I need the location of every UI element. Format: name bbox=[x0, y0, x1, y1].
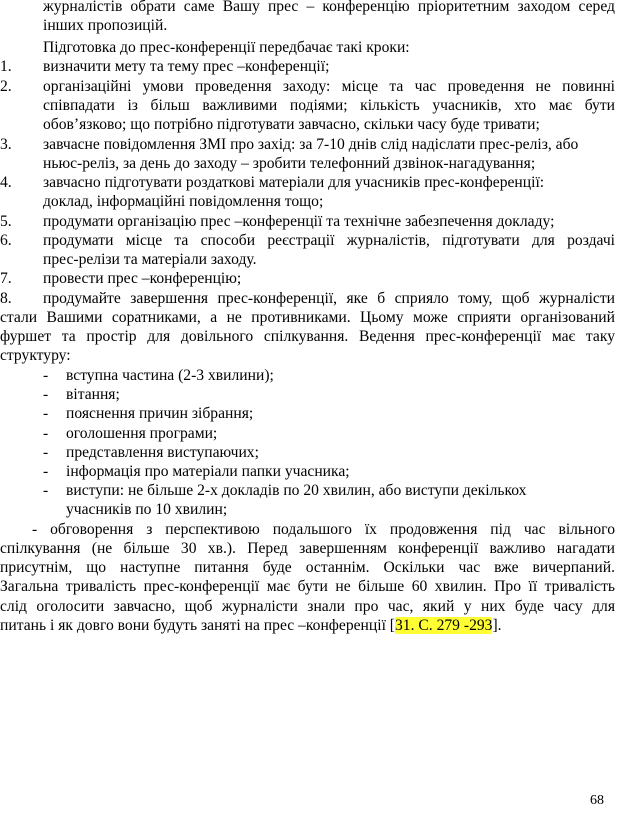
list-number: 8. bbox=[0, 290, 12, 307]
dash-marker: - bbox=[43, 425, 49, 442]
structure-item: виступи: не більше 2-х докладів по 20 хвилин, або виступи декількох bbox=[66, 482, 527, 499]
structure-item: інформація про матеріали папки учасника; bbox=[66, 463, 350, 480]
text-line-last bbox=[0, 616, 620, 635]
list-item: прес-релізи та матеріали заходу. bbox=[43, 251, 257, 268]
text-segment: ]. bbox=[492, 617, 502, 634]
text-line: присутнім, що наступне питання буде останнім. Оскільки час вже вичерпаний. bbox=[0, 559, 615, 576]
dash-marker: - bbox=[43, 482, 49, 499]
text-line: - обговорення з перспективою подальшого їх продовження під час вільного bbox=[32, 521, 615, 538]
list-item: завчасне повідомлення ЗМІ про захід: за 7-10 днів слід надіслати прес-реліз, або bbox=[43, 136, 579, 153]
list-number: 3. bbox=[0, 136, 12, 153]
list-number: 5. bbox=[0, 213, 12, 230]
dash-marker: - bbox=[43, 405, 49, 422]
list-item: ньюс-реліз, за день до заходу – зробити телефонний дзвінок-нагадування; bbox=[43, 155, 536, 172]
list-item: співпадати із більш важливими подіями; кількість учасників, хто має бути bbox=[43, 97, 615, 114]
list-number: 7. bbox=[0, 270, 12, 287]
list-item: організаційні умови проведення заходу: місце та час проведення не повинні bbox=[43, 78, 615, 95]
text-line: стали Вашими соратниками, а не противниками. Цьому може сприяти організований bbox=[0, 309, 615, 326]
text-line: структуру: bbox=[0, 347, 71, 364]
structure-item: вступна частина (2-3 хвилини); bbox=[66, 367, 274, 384]
text-line: спілкування (не більше 30 хв.). Перед завершенням конференції важливо нагадати bbox=[0, 540, 615, 557]
dash-marker: - bbox=[43, 386, 49, 403]
list-item: провести прес –конференцію; bbox=[43, 270, 242, 287]
list-item: завчасно підготувати роздаткові матеріали для учасників прес-конференції: bbox=[43, 174, 545, 191]
structure-item: учасників по 10 хвилин; bbox=[66, 501, 228, 518]
text-line: Підготовка до прес-конференції передбачає такі кроки: bbox=[43, 39, 410, 56]
list-item: визначити мету та тему прес –конференції; bbox=[43, 58, 330, 75]
structure-item: оголошення програми; bbox=[66, 425, 218, 442]
text-line: слід оголосити завчасно, щоб журналісти знали про час, який у них буде часу для bbox=[0, 598, 615, 615]
structure-item: представлення виступаючих; bbox=[66, 444, 259, 461]
list-item: доклад, інформаційні повідомлення тощо; bbox=[43, 193, 324, 210]
text-line: фуршет та простір для довільного спілкування. Ведення прес-конференції має таку bbox=[0, 328, 615, 345]
text-line: Загальна тривалість прес-конференції має бути не більше 60 хвилин. Про її тривалість bbox=[0, 578, 615, 595]
text-line: інших пропозицій. bbox=[43, 17, 168, 34]
dash-marker: - bbox=[43, 367, 49, 384]
structure-item: пояснення причин зібрання; bbox=[66, 405, 254, 422]
citation-highlight: 31. С. 279 -293 bbox=[395, 617, 493, 634]
list-number: 1. bbox=[0, 58, 12, 75]
list-item: продумайте завершення прес-конференції, яке б сприяло тому, щоб журналісти bbox=[43, 290, 615, 307]
text-segment: питань і як довго вони будуть заняті на прес –конференції [ bbox=[0, 617, 395, 634]
list-item: обов’язково; що потрібно підготувати завчасно, скільки часу буде тривати; bbox=[43, 116, 540, 133]
list-number: 6. bbox=[0, 232, 12, 249]
structure-item: вітання; bbox=[66, 386, 120, 403]
list-item: продумати місце та способи реєстрації журналістів, підготувати для роздачі bbox=[43, 232, 615, 249]
list-number: 2. bbox=[0, 78, 12, 95]
page-number: 68 bbox=[590, 793, 604, 808]
list-number: 4. bbox=[0, 174, 12, 191]
dash-marker: - bbox=[43, 463, 49, 480]
dash-marker: - bbox=[43, 444, 49, 461]
text-line: журналістів обрати саме Вашу прес – конференцію пріоритетним заходом серед bbox=[43, 0, 615, 15]
list-item: продумати організацію прес –конференції та технічне забезпечення докладу; bbox=[43, 213, 555, 230]
